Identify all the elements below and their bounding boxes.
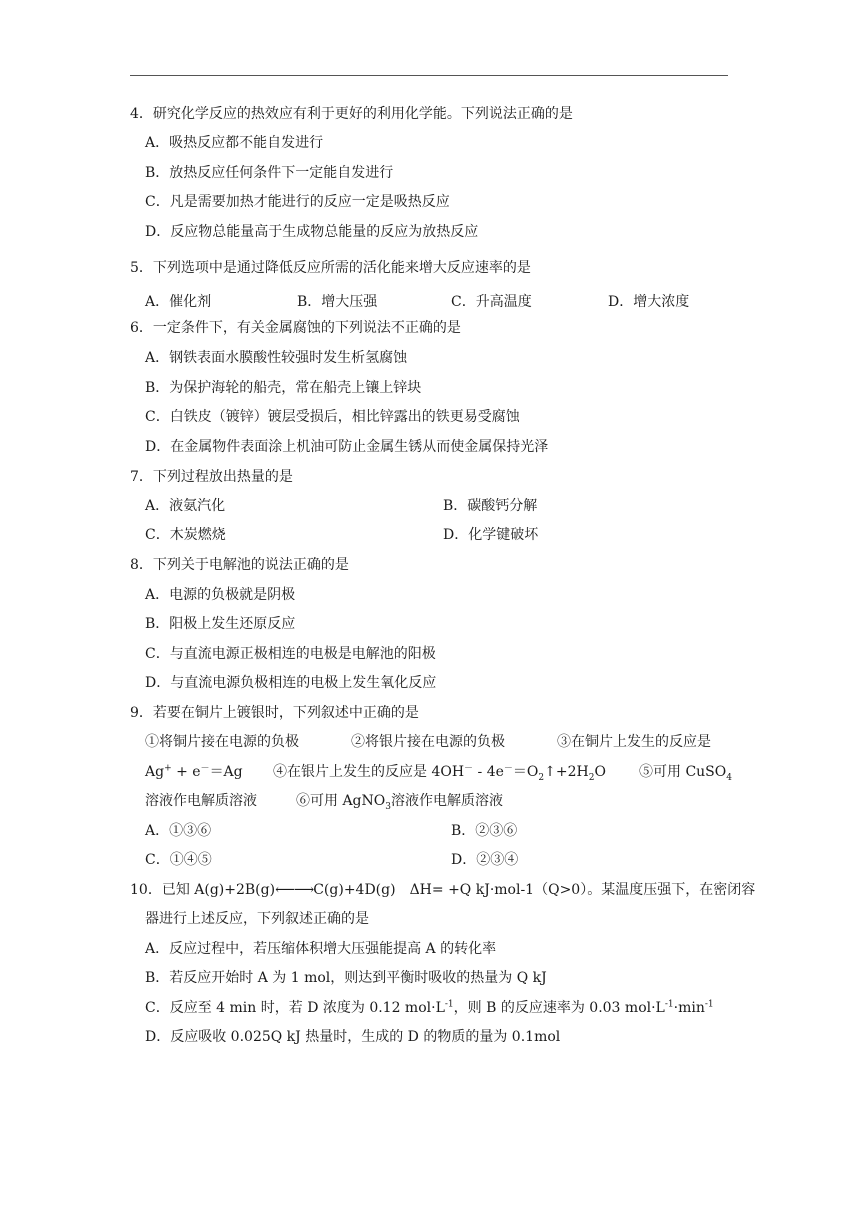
q10-option-b: B．若反应开始时 A 为 1 mol，则达到平衡时吸收的热量为 Q kJ xyxy=(145,970,547,986)
q10-option-a: A．反应过程中，若压缩体积增大压强能提高 A 的转化率 xyxy=(145,941,497,957)
q5-option-a: A．催化剂 xyxy=(145,294,212,310)
q5-option-d: D．增大浓度 xyxy=(608,294,690,310)
q9-statement-6: ⑥可用 AgNO$_3$溶液作电解质溶液 xyxy=(296,793,503,812)
q9-statement-4: ④在银片上发生的反应是 4OH－ ‑ $4e^-=O_2↑+2H_2O$ xyxy=(273,763,606,783)
q9-statement-5: ⑤可用 CuSO$_4$ xyxy=(639,764,732,783)
q8-option-c: C．与直流电源正极相连的电极是电解池的阳极 xyxy=(145,646,436,662)
q9-stem: 9．若要在铜片上镀银时，下列叙述中正确的是 xyxy=(130,705,419,721)
q10-stem-cont: 器进行上述反应，下列叙述正确的是 xyxy=(145,911,369,927)
q6-option-c: C．白铁皮（镀锌）镀层受损后，相比锌露出的铁更易受腐蚀 xyxy=(145,409,520,425)
q7-stem: 7．下列过程放出热量的是 xyxy=(130,469,293,485)
q9-statement-3: ③在铜片上发生的反应是 xyxy=(557,734,711,750)
equilibrium-arrow-icon: ⟵⟶ xyxy=(275,882,314,898)
q8-option-d: D．与直流电源负极相连的电极上发生氧化反应 xyxy=(145,675,437,691)
q4-option-b: B．放热反应任何条件下一定能自发进行 xyxy=(145,165,394,181)
q9-option-c: C．①④⑤ xyxy=(145,852,212,868)
q4-option-c: C．凡是需要加热才能进行的反应一定是吸热反应 xyxy=(145,194,450,210)
q4-option-a: A．吸热反应都不能自发进行 xyxy=(145,135,324,151)
q8-option-b: B．阳极上发生还原反应 xyxy=(145,616,296,632)
q6-option-d: D．在金属物件表面涂上机油可防止金属生锈从而使金属保持光泽 xyxy=(145,439,549,455)
q8-stem: 8．下列关于电解池的说法正确的是 xyxy=(130,557,349,573)
q6-option-a: A．钢铁表面水膜酸性较强时发生析氢腐蚀 xyxy=(145,350,408,366)
q9-statement-2: ②将银片接在电源的负极 xyxy=(351,734,505,750)
q6-option-b: B．为保护海轮的船壳，常在船壳上镶上锌块 xyxy=(145,380,422,396)
q5-stem: 5．下列选项中是通过降低反应所需的活化能来增大反应速率的是 xyxy=(130,260,531,276)
q6-stem: 6．一定条件下，有关金属腐蚀的下列说法不正确的是 xyxy=(130,320,461,336)
q10-option-c: C．反应至 4 min 时，若 D 浓度为 0.12 $mol\cdot L^{-1}$，则 B 的反应速率为 0.03 $mol\cdot L^{-1}\cdot\min^{-1}$ xyxy=(145,999,714,1016)
q7-option-a: A．液氨汽化 xyxy=(145,498,226,514)
q8-option-a: A．电源的负极就是阴极 xyxy=(145,587,296,603)
q9-statement-3-equation: Ag+ + e－＝Ag xyxy=(145,763,243,780)
q9-statement-5-cont: 溶液作电解质溶液 xyxy=(145,793,257,809)
q9-option-d: D．②③④ xyxy=(451,852,519,868)
q10-stem: 10．已知 A(g)+2B(g)⟵⟶C(g)+4D(g) ΔH= +Q kJ·mol-1（Q>0）。某温度压强下，在密闭容 xyxy=(130,882,756,898)
q9-option-b: B．②③⑥ xyxy=(451,823,518,839)
q7-option-b: B．碳酸钙分解 xyxy=(443,498,538,514)
q10-option-d: D．反应吸收 0.025Q kJ 热量时，生成的 D 的物质的量为 0.1mol xyxy=(145,1029,561,1045)
header-rule xyxy=(130,75,728,76)
q4-stem: 4．研究化学反应的热效应有利于更好的利用化学能。下列说法正确的是 xyxy=(130,106,573,122)
q5-option-c: C．升高温度 xyxy=(451,294,532,310)
q5-option-b: B．增大压强 xyxy=(297,294,378,310)
q4-option-d: D．反应物总能量高于生成物总能量的反应为放热反应 xyxy=(145,224,479,240)
q9-statement-1: ①将铜片接在电源的负极 xyxy=(145,734,299,750)
q7-option-c: C．木炭燃烧 xyxy=(145,527,226,543)
q7-option-d: D．化学键破坏 xyxy=(443,527,539,543)
q9-option-a: A．①③⑥ xyxy=(145,823,212,839)
